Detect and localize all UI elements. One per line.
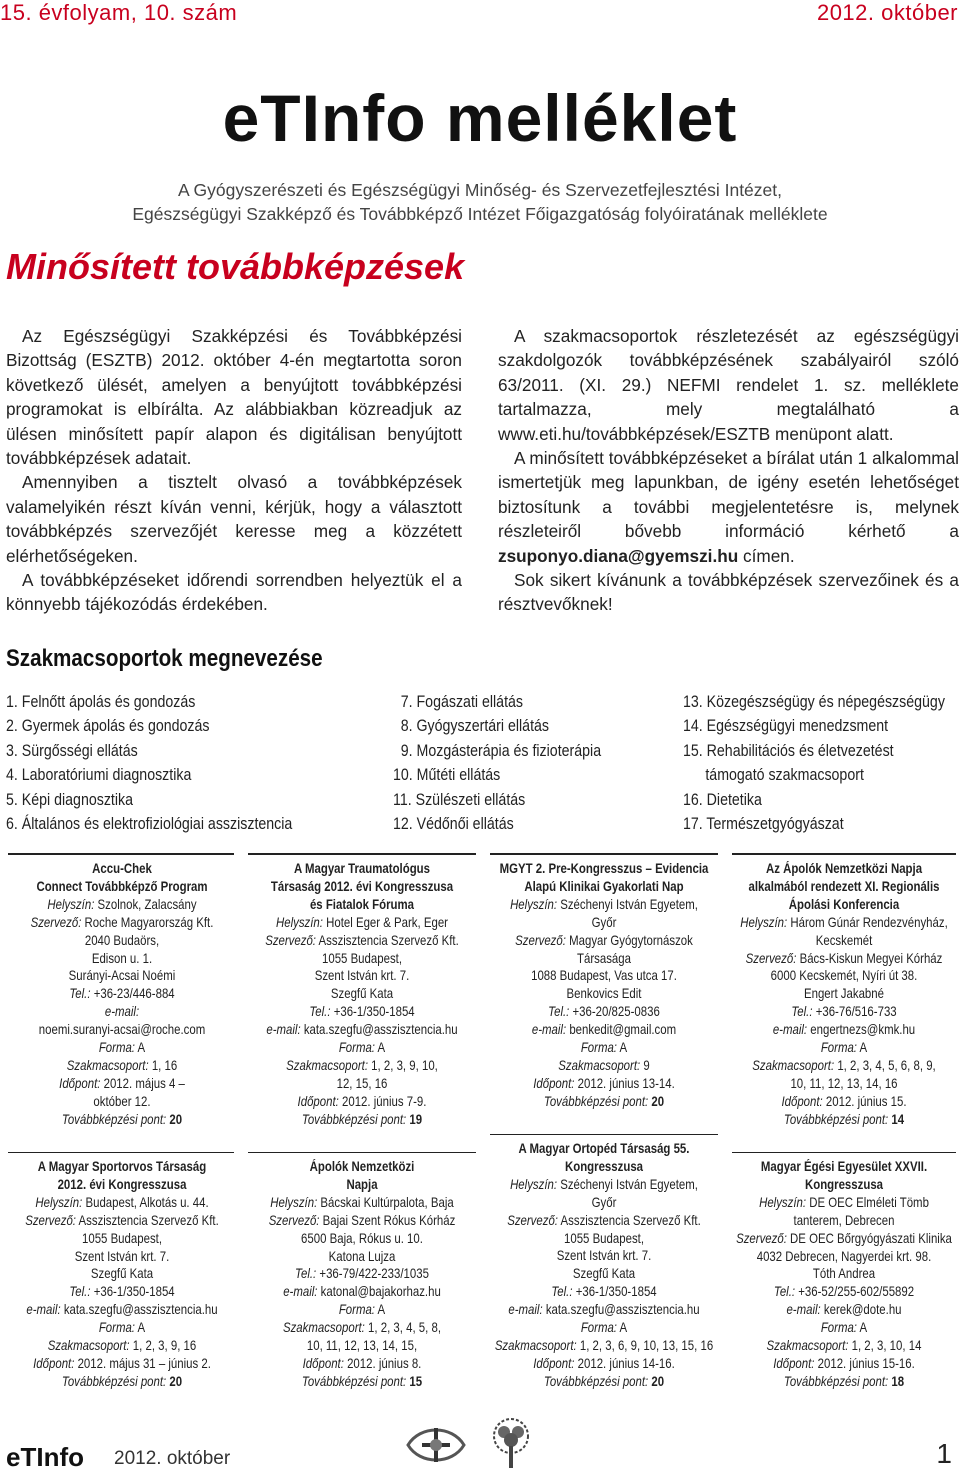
page-number: 1 xyxy=(936,1438,952,1469)
email-link[interactable]: noemi.suranyi-acsai@roche.com xyxy=(38,1022,206,1038)
section-title: Minősített továbbképzések xyxy=(6,246,465,287)
contact-name: Szegfű Kata xyxy=(572,1266,636,1282)
intro-paragraph: Amennyiben a tisztelt olvasó a továbbképzések valamelyikén részt kíván venni, kérjük, hogy a választott továbbképzés szervezőjét keresse meg a közzétett elérhetőségeken. xyxy=(6,472,462,566)
institute-emblem-icon xyxy=(400,1420,472,1470)
footer-logo: eTInfo xyxy=(6,1442,84,1472)
contact-name: Szegfű Kata xyxy=(90,1266,154,1282)
course-title: Ápolók Nemzetközi xyxy=(309,1159,415,1174)
email-link[interactable]: benkedit@gmail.com xyxy=(569,1022,677,1038)
intro-paragraph: A továbbképzéseket időrendi sorrendben helyeztük el a könnyebb tájékozódás érdekében. xyxy=(6,570,462,615)
intro-paragraph: A minősített továbbképzéseket a bírálat után 1 alkalommal ismertetjük meg lapunkban, de igény esetén lehetőséget biztosítunk a további megjelentetésre is, melynek részleteiről bővebb információ kérhető a zsuponyo.diana@gyemszi.hu címen. xyxy=(498,448,959,566)
groups-title: Szakmacsoportok megnevezése xyxy=(6,645,323,672)
divider xyxy=(732,1152,956,1153)
subtitle-line-2: Egészségügyi Szakképző és Továbbképző Intézet Főigazgatóság folyóiratának melléklete xyxy=(132,204,828,224)
email-link[interactable]: katonal@bajakorhaz.hu xyxy=(320,1284,441,1300)
course-card: Magyar Égési Egyesület XXVII. Kongresszusa Helyszín: DE OEC Elméleti Tömb tanterem, Debrecen Szervező: DE OEC Bőrgyógyászati Klinika 4032 Debrecen, Nagyerdei krt. 98. Tóth Andrea Tel.: +36-52/255-602/55892 e-mail: kerek@dote.hu Forma: A Szakmacsoport: 1, 2, 3, 10, 14 Időpont: 2012. június 15-16. Továbbképzési pont: 18 xyxy=(726,1158,960,1391)
issue-date: 2012. október xyxy=(816,0,958,25)
contact-name: Katona Lujza xyxy=(328,1248,396,1264)
course-title: és Fiatalok Fóruma xyxy=(309,896,415,912)
course-card: A Magyar Ortopéd Társaság 55. Kongresszusa Helyszín: Széchenyi István Egyetem, Győr Szervező: Asszisztencia Szervező Kft. 1055 Budapest, Szent István krt. 7. Szegfű Kata Tel.: +36-1/350-1854 e-mail: kata.szegfu@asszisztencia.hu Forma: A Szakmacsoport: 1, 2, 3, 6, 9, 10, 13, 15, 16 Időpont: 2012. június 14-16. Továbbképzési pont: 20 xyxy=(486,1140,722,1391)
divider xyxy=(732,853,956,855)
course-title: A Magyar Ortopéd Társaság 55. xyxy=(518,1141,690,1156)
list-item: 11. Szülészeti ellátás xyxy=(393,790,526,809)
tree-logo-icon xyxy=(480,1416,542,1472)
contact-name: Benkovics Edit xyxy=(566,986,642,1002)
course-card: A Magyar Sportorvos Társaság 2012. évi Kongresszusa Helyszín: Budapest, Alkotás u. 44. Szervező: Asszisztencia Szervező Kft. 1055 Budapest, Szent István krt. 7. Szegfű Kata Tel.: +36-1/350-1854 e-mail: kata.szegfu@asszisztencia.hu Forma: A Szakmacsoport: 1, 2, 3, 9, 16 Időpont: 2012. május 31 – június 2. Továbbképzési pont: 20 xyxy=(4,1158,240,1391)
list-item: 3. Sürgősségi ellátás xyxy=(6,741,138,760)
list-item: 16. Dietetika xyxy=(683,790,762,809)
course-title: Az Ápolók Nemzetközi Napja xyxy=(765,861,923,876)
course-title: Társaság 2012. évi Kongresszusa xyxy=(270,878,454,894)
groups-column-1 xyxy=(6,690,292,836)
email-link[interactable]: kata.szegfu@asszisztencia.hu xyxy=(303,1022,458,1038)
course-title: Kongresszusa xyxy=(564,1158,644,1174)
page-title: eTInfo melléklet xyxy=(222,81,738,155)
intro-paragraph: Az Egészségügyi Szakképzési és Továbbképzési Bizottság (ESZTB) 2012. október 4-én megtartotta soron következő ülését, amelyen a benyújtott továbbképzési programokat is elbírálta. Az alábbiakban közreadjuk az ülésen minősített papír alapon és digitálisan benyújtott továbbképzések adatait. xyxy=(6,326,462,469)
course-title: Alapú Klinikai Gyakorlati Nap xyxy=(524,878,684,894)
course-card: Ápolók Nemzetközi Napja Helyszín: Bácskai Kultúrpalota, Baja Szervező: Bajai Szent Rókus Kórház 6500 Baja, Rókus u. 10. Katona Lujza Tel.: +36-79/422-233/1035 e-mail: katonal@bajakorhaz.hu Forma: A Szakmacsoport: 1, 2, 3, 4, 5, 8, 10, 11, 12, 13, 14, 15, Időpont: 2012. június 8. Továbbképzési pont: 15 xyxy=(244,1158,480,1391)
intro-right-column xyxy=(498,324,959,617)
course-title: Kongresszusa xyxy=(804,1176,884,1192)
list-item: 4. Laboratóriumi diagnosztika xyxy=(6,766,192,785)
course-title: 2012. évi Kongresszusa xyxy=(57,1176,187,1192)
list-item: 5. Képi diagnosztika xyxy=(6,790,134,809)
email-link[interactable]: kata.szegfu@asszisztencia.hu xyxy=(63,1302,218,1318)
subtitle xyxy=(0,178,960,226)
contact-name: Surányi-Acsai Noémi xyxy=(68,968,176,984)
groups-column-3 xyxy=(683,690,945,836)
course-title: Connect Továbbképző Program xyxy=(36,878,208,894)
list-item: 13. Közegészségügy és népegészségügy xyxy=(683,693,945,711)
list-item: 6. Általános és elektrofiziológiai asszisztencia xyxy=(6,815,293,834)
course-title: Accu-Chek xyxy=(92,861,152,876)
intro-left-column xyxy=(6,324,462,617)
course-title: A Magyar Sportorvos Társaság xyxy=(37,1159,207,1174)
contact-name: Szegfű Kata xyxy=(330,986,394,1002)
volume-label: 15. évfolyam, 10. szám xyxy=(0,0,238,25)
course-card: MGYT 2. Pre-Kongresszus – Evidencia Alapú Klinikai Gyakorlati Nap Helyszín: Széchenyi István Egyetem, Győr Szervező: Magyar Gyógytornászok Társasága 1088 Budapest, Vas utca 17. Benkovics Edit Tel.: +36-20/825-0836 e-mail: benkedit@gmail.com Forma: A Szakmacsoport: 9 Időpont: 2012. június 13-14. Továbbképzési pont: 20 xyxy=(486,860,722,1111)
list-item: 12. Védőnői ellátás xyxy=(393,815,514,834)
email-link[interactable]: engertnezs@kmk.hu xyxy=(810,1022,916,1038)
list-item: 15. Rehabilitációs és életvezetést xyxy=(683,741,894,760)
list-item: 8. Gyógyszertári ellátás xyxy=(400,717,550,736)
divider xyxy=(490,853,718,855)
subtitle-line-1: A Gyógyszerészeti és Egészségügyi Minőség- és Szervezetfejlesztési Intézet, xyxy=(177,180,783,200)
course-card: Az Ápolók Nemzetközi Napja alkalmából rendezett XI. Regionális Ápolási Konferencia Helyszín: Három Gúnár Rendezvényház, Kecskemét Szervező: Bács-Kiskun Megyei Kórház 6000 Kecskemét, Nyíri út 38. Engert Jakabné Tel.: +36-76/516-733 e-mail: engertnezs@kmk.hu Forma: A Szakmacsoport: 1, 2, 3, 4, 5, 6, 8, 9, 10, 11, 12, 13, 14, 16 Időpont: 2012. június 15. Továbbképzési pont: 14 xyxy=(726,860,960,1129)
footer-date: 2012. október xyxy=(114,1448,231,1469)
list-item: 14. Egészségügyi menedzsment xyxy=(683,717,889,736)
list-item: 10. Műtéti ellátás xyxy=(393,766,501,785)
divider xyxy=(248,1152,476,1153)
contact-name: Engert Jakabné xyxy=(803,986,884,1002)
course-title: Ápolási Konferencia xyxy=(788,896,900,912)
course-title: alkalmából rendezett XI. Regionális xyxy=(748,878,940,894)
list-item: támogató szakmacsoport xyxy=(705,766,864,785)
list-item: 1. Felnőtt ápolás és gondozás xyxy=(6,693,196,711)
course-title: A Magyar Traumatológus xyxy=(293,861,431,876)
divider xyxy=(8,853,234,855)
course-title: Magyar Égési Egyesület XXVII. xyxy=(760,1159,928,1174)
list-item: 9. Mozgásterápia és fizioterápia xyxy=(400,741,602,760)
email-link[interactable]: kata.szegfu@asszisztencia.hu xyxy=(545,1302,700,1318)
divider xyxy=(248,853,476,855)
intro-paragraph: Sok sikert kívánunk a továbbképzések szervezőinek és a résztvevőknek! xyxy=(498,570,959,615)
course-card: A Magyar Traumatológus Társaság 2012. évi Kongresszusa és Fiatalok Fóruma Helyszín: Hotel Eger & Park, Eger Szervező: Asszisztencia Szervező Kft. 1055 Budapest, Szent István krt. 7. Szegfű Kata Tel.: +36-1/350-1854 e-mail: kata.szegfu@asszisztencia.hu Forma: A Szakmacsoport: 1, 2, 3, 9, 10, 12, 15, 16 Időpont: 2012. június 7-9. Továbbképzési pont: 19 xyxy=(244,860,480,1129)
list-item: 17. Természetgyógyászat xyxy=(683,815,844,834)
list-item: 2. Gyermek ápolás és gondozás xyxy=(6,717,210,736)
email-link[interactable]: kerek@dote.hu xyxy=(823,1302,902,1318)
course-card: Accu-Chek Connect Továbbképző Program Helyszín: Szolnok, Zalacsány Szervező: Roche Magyarország Kft. 2040 Budaörs, Edison u. 1. Surányi-Acsai Noémi Tel.: +36-23/446-884 e-mail: noemi.suranyi-acsai@roche.com Forma: A Szakmacsoport: 1, 16 Időpont: 2012. május 4 – október 12. Továbbképzési pont: 20 xyxy=(4,860,240,1129)
groups-column-2 xyxy=(393,690,601,836)
course-title: MGYT 2. Pre-Kongresszus – Evidencia xyxy=(499,861,709,876)
divider xyxy=(490,1134,718,1135)
contact-name: Tóth Andrea xyxy=(812,1266,876,1282)
list-item: 7. Fogászati ellátás xyxy=(400,693,524,711)
divider xyxy=(8,1152,234,1153)
course-title: Napja xyxy=(346,1176,378,1192)
contact-email-link[interactable]: zsuponyo.diana@gyemszi.hu xyxy=(498,545,739,566)
intro-paragraph: A szakmacsoportok részletezését az egészségügyi szakdolgozók továbbképzésének szabályairól szóló 63/2011. (XI. 29.) NEFMI rendelet 1. sz. melléklete tartalmazza, mely megtalálható a www.eti.hu/továbbképzések/ESZTB menüpont alatt. xyxy=(498,326,959,444)
